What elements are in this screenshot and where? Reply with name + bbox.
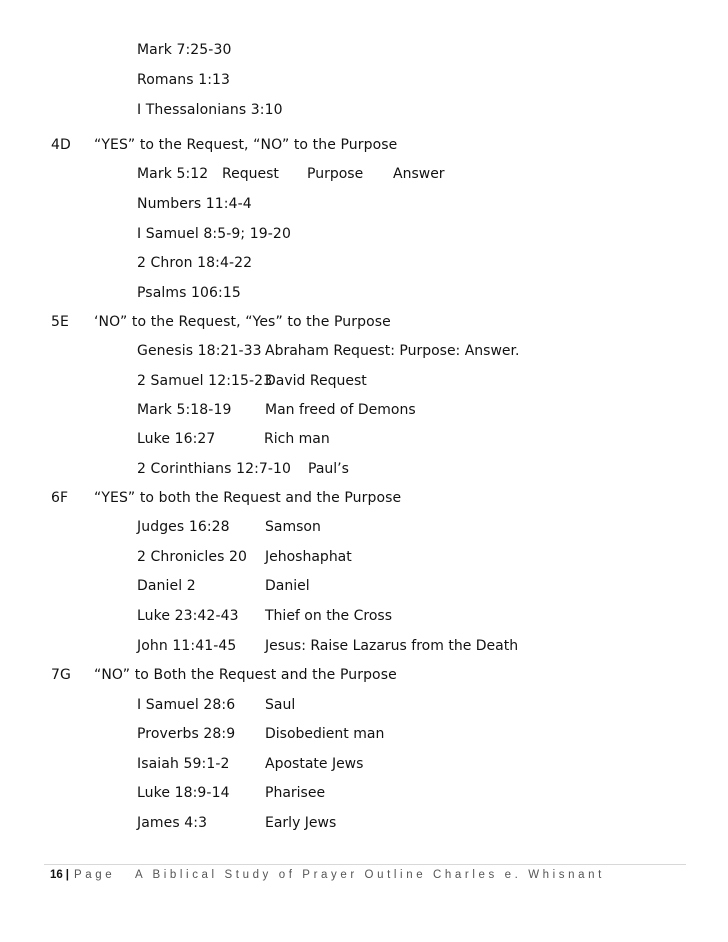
scripture-reference: 2 Chron 18:4-22 bbox=[137, 255, 253, 271]
reference-note: Daniel bbox=[265, 578, 310, 594]
scripture-reference: John 11:41-45 bbox=[137, 638, 237, 654]
reference-note: Jehoshaphat bbox=[265, 549, 352, 565]
page-label: Page bbox=[74, 869, 116, 881]
page-footer bbox=[50, 869, 605, 881]
section-marker: 7G bbox=[51, 667, 71, 683]
scripture-reference: Luke 16:27 bbox=[137, 431, 216, 447]
section-heading: “NO” to Both the Request and the Purpose bbox=[94, 667, 397, 683]
scripture-reference: Mark 5:12 bbox=[137, 166, 209, 182]
section-heading: “YES” to both the Request and the Purpose bbox=[94, 490, 402, 506]
reference-note: Samson bbox=[265, 519, 321, 535]
scripture-reference: 2 Samuel 12:15-23 bbox=[137, 373, 273, 389]
scripture-reference: Romans 1:13 bbox=[137, 72, 231, 88]
scripture-reference: Daniel 2 bbox=[137, 578, 196, 594]
scripture-reference: 2 Corinthians 12:7-10 bbox=[137, 461, 292, 477]
column-label-answer: Answer bbox=[393, 166, 445, 182]
scripture-reference: Numbers 11:4-4 bbox=[137, 196, 252, 212]
section-heading: ‘NO” to the Request, “Yes” to the Purpose bbox=[94, 314, 391, 330]
reference-note: David Request bbox=[265, 373, 367, 389]
scripture-reference: I Samuel 28:6 bbox=[137, 697, 236, 713]
scripture-reference: I Thessalonians 3:10 bbox=[137, 102, 283, 118]
document-title: A Biblical Study of Prayer Outline Charles e. Whisnant bbox=[135, 869, 605, 881]
scripture-reference: Luke 18:9-14 bbox=[137, 785, 230, 801]
section-marker: 4D bbox=[51, 137, 71, 153]
reference-note: Jesus: Raise Lazarus from the Death bbox=[265, 638, 519, 654]
reference-note: Thief on the Cross bbox=[265, 608, 392, 624]
column-label-purpose: Purpose bbox=[307, 166, 364, 182]
column-label-request: Request bbox=[222, 166, 279, 182]
page-number: 16 bbox=[50, 869, 63, 881]
scripture-reference: Isaiah 59:1-2 bbox=[137, 756, 230, 772]
scripture-reference: Genesis 18:21-33 bbox=[137, 343, 262, 359]
reference-note: Rich man bbox=[264, 431, 330, 447]
footer-divider bbox=[44, 864, 686, 865]
footer-separator: | bbox=[65, 869, 70, 881]
scripture-reference: I Samuel 8:5-9; 19-20 bbox=[137, 226, 291, 242]
scripture-reference: Mark 5:18-19 bbox=[137, 402, 232, 418]
section-marker: 5E bbox=[51, 314, 69, 330]
reference-note: Disobedient man bbox=[265, 726, 385, 742]
section-heading: “YES” to the Request, “NO” to the Purpose bbox=[94, 137, 398, 153]
scripture-reference: James 4:3 bbox=[137, 815, 208, 831]
reference-note: Pharisee bbox=[265, 785, 326, 801]
reference-note: Man freed of Demons bbox=[265, 402, 416, 418]
section-marker: 6F bbox=[51, 490, 69, 506]
reference-note: Apostate Jews bbox=[265, 756, 364, 772]
scripture-reference: Judges 16:28 bbox=[137, 519, 230, 535]
scripture-reference: Mark 7:25-30 bbox=[137, 42, 232, 58]
reference-note: Paul’s bbox=[308, 461, 349, 477]
scripture-reference: 2 Chronicles 20 bbox=[137, 549, 248, 565]
reference-note: Saul bbox=[265, 697, 296, 713]
reference-note: Early Jews bbox=[265, 815, 337, 831]
scripture-reference: Psalms 106:15 bbox=[137, 285, 241, 301]
reference-note: Abraham Request: Purpose: Answer. bbox=[265, 343, 520, 359]
scripture-reference: Proverbs 28:9 bbox=[137, 726, 236, 742]
scripture-reference: Luke 23:42-43 bbox=[137, 608, 239, 624]
